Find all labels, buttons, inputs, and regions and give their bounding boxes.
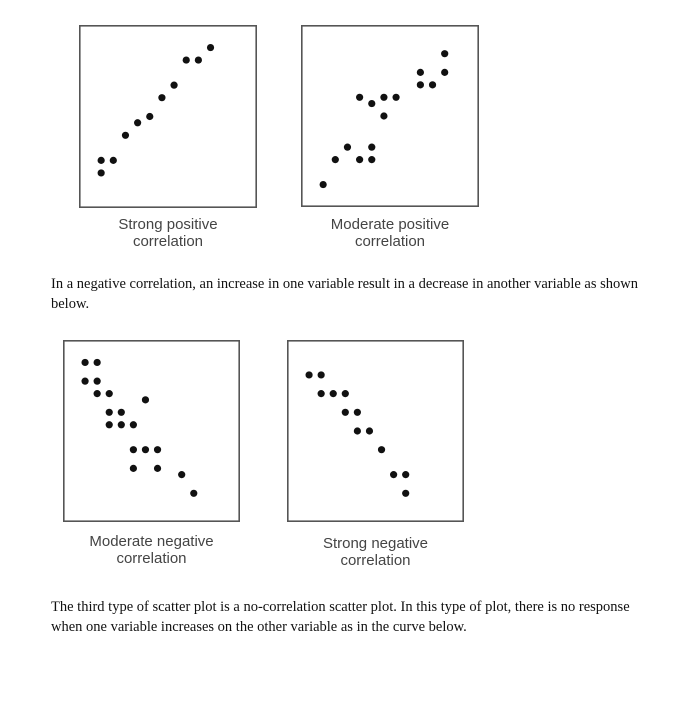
scatter-point bbox=[417, 69, 424, 76]
caption-line-1: Strong negative bbox=[322, 535, 429, 552]
scatter-point bbox=[94, 359, 101, 366]
scatter-panel-moderate-positive bbox=[301, 25, 479, 207]
scatter-point bbox=[402, 471, 409, 478]
scatter-point bbox=[356, 94, 363, 101]
scatter-point bbox=[110, 157, 117, 164]
scatter-point bbox=[207, 44, 214, 51]
scatter-panel-strong-negative bbox=[287, 340, 464, 522]
scatter-point bbox=[354, 409, 361, 416]
caption-moderate-negative bbox=[63, 533, 240, 567]
scatter-point bbox=[81, 359, 88, 366]
scatter-panel-strong-positive bbox=[79, 25, 257, 208]
scatter-point bbox=[170, 82, 177, 89]
scatter-point bbox=[98, 169, 105, 176]
scatter-point bbox=[118, 421, 125, 428]
scatter-point bbox=[378, 446, 385, 453]
plot-frame bbox=[288, 341, 463, 521]
scatter-point bbox=[354, 427, 361, 434]
scatter-plot-strong-negative bbox=[287, 340, 464, 522]
scatter-point bbox=[130, 465, 137, 472]
scatter-point bbox=[154, 446, 161, 453]
scatter-point bbox=[429, 81, 436, 88]
scatter-point bbox=[98, 157, 105, 164]
scatter-point bbox=[142, 446, 149, 453]
scatter-point bbox=[342, 390, 349, 397]
scatter-point bbox=[106, 409, 113, 416]
scatter-point bbox=[134, 119, 141, 126]
caption-line-2: correlation bbox=[340, 552, 411, 569]
scatter-point bbox=[106, 421, 113, 428]
scatter-point bbox=[368, 144, 375, 151]
paragraph-negative-correlation: In a negative correlation, an increase in one variable result in a decrease in another variable as shown below. bbox=[51, 276, 638, 312]
caption-moderate-positive bbox=[301, 216, 479, 250]
scatter-point bbox=[320, 181, 327, 188]
caption-line-2: correlation bbox=[132, 233, 204, 250]
scatter-point bbox=[146, 113, 153, 120]
scatter-point bbox=[344, 144, 351, 151]
scatter-point bbox=[158, 94, 165, 101]
scatter-point bbox=[305, 371, 312, 378]
scatter-point bbox=[342, 409, 349, 416]
scatter-point bbox=[356, 156, 363, 163]
caption-strong-negative bbox=[287, 535, 464, 569]
scatter-point bbox=[142, 396, 149, 403]
scatter-point bbox=[190, 490, 197, 497]
scatter-point bbox=[332, 156, 339, 163]
scatter-point bbox=[130, 446, 137, 453]
scatter-point bbox=[390, 471, 397, 478]
scatter-point bbox=[318, 390, 325, 397]
scatter-point bbox=[366, 427, 373, 434]
scatter-point bbox=[118, 409, 125, 416]
scatter-point bbox=[441, 69, 448, 76]
scatter-point bbox=[94, 378, 101, 385]
scatter-point bbox=[417, 81, 424, 88]
scatter-point bbox=[380, 94, 387, 101]
scatter-point bbox=[330, 390, 337, 397]
caption-line-1: Strong positive bbox=[118, 216, 218, 233]
scatter-point bbox=[368, 156, 375, 163]
scatter-plot-moderate-positive bbox=[301, 25, 479, 207]
caption-line-1: Moderate negative bbox=[89, 533, 214, 550]
scatter-point bbox=[106, 390, 113, 397]
scatter-point bbox=[318, 371, 325, 378]
paragraph-no-correlation: The third type of scatter plot is a no-correlation scatter plot. In this type of plot, there is no response when one variable increases on the other variable as in the curve below. bbox=[51, 599, 630, 635]
scatter-point bbox=[178, 471, 185, 478]
scatter-point bbox=[94, 390, 101, 397]
scatter-point bbox=[195, 56, 202, 63]
plot-frame bbox=[64, 341, 239, 521]
caption-line-2: correlation bbox=[354, 233, 426, 250]
caption-line-1: Moderate positive bbox=[330, 216, 450, 233]
scatter-point bbox=[130, 421, 137, 428]
scatter-plot-strong-positive bbox=[79, 25, 257, 208]
scatter-point bbox=[122, 132, 129, 139]
scatter-point bbox=[368, 100, 375, 107]
scatter-point bbox=[81, 378, 88, 385]
caption-strong-positive bbox=[79, 216, 257, 250]
plot-frame bbox=[80, 26, 256, 207]
plot-frame bbox=[302, 26, 478, 206]
scatter-point bbox=[183, 56, 190, 63]
scatter-plot-moderate-negative bbox=[63, 340, 240, 522]
scatter-panel-moderate-negative bbox=[63, 340, 240, 522]
caption-line-2: correlation bbox=[116, 550, 187, 567]
scatter-point bbox=[380, 112, 387, 119]
scatter-point bbox=[441, 50, 448, 57]
scatter-point bbox=[154, 465, 161, 472]
scatter-point bbox=[402, 490, 409, 497]
scatter-point bbox=[392, 94, 399, 101]
